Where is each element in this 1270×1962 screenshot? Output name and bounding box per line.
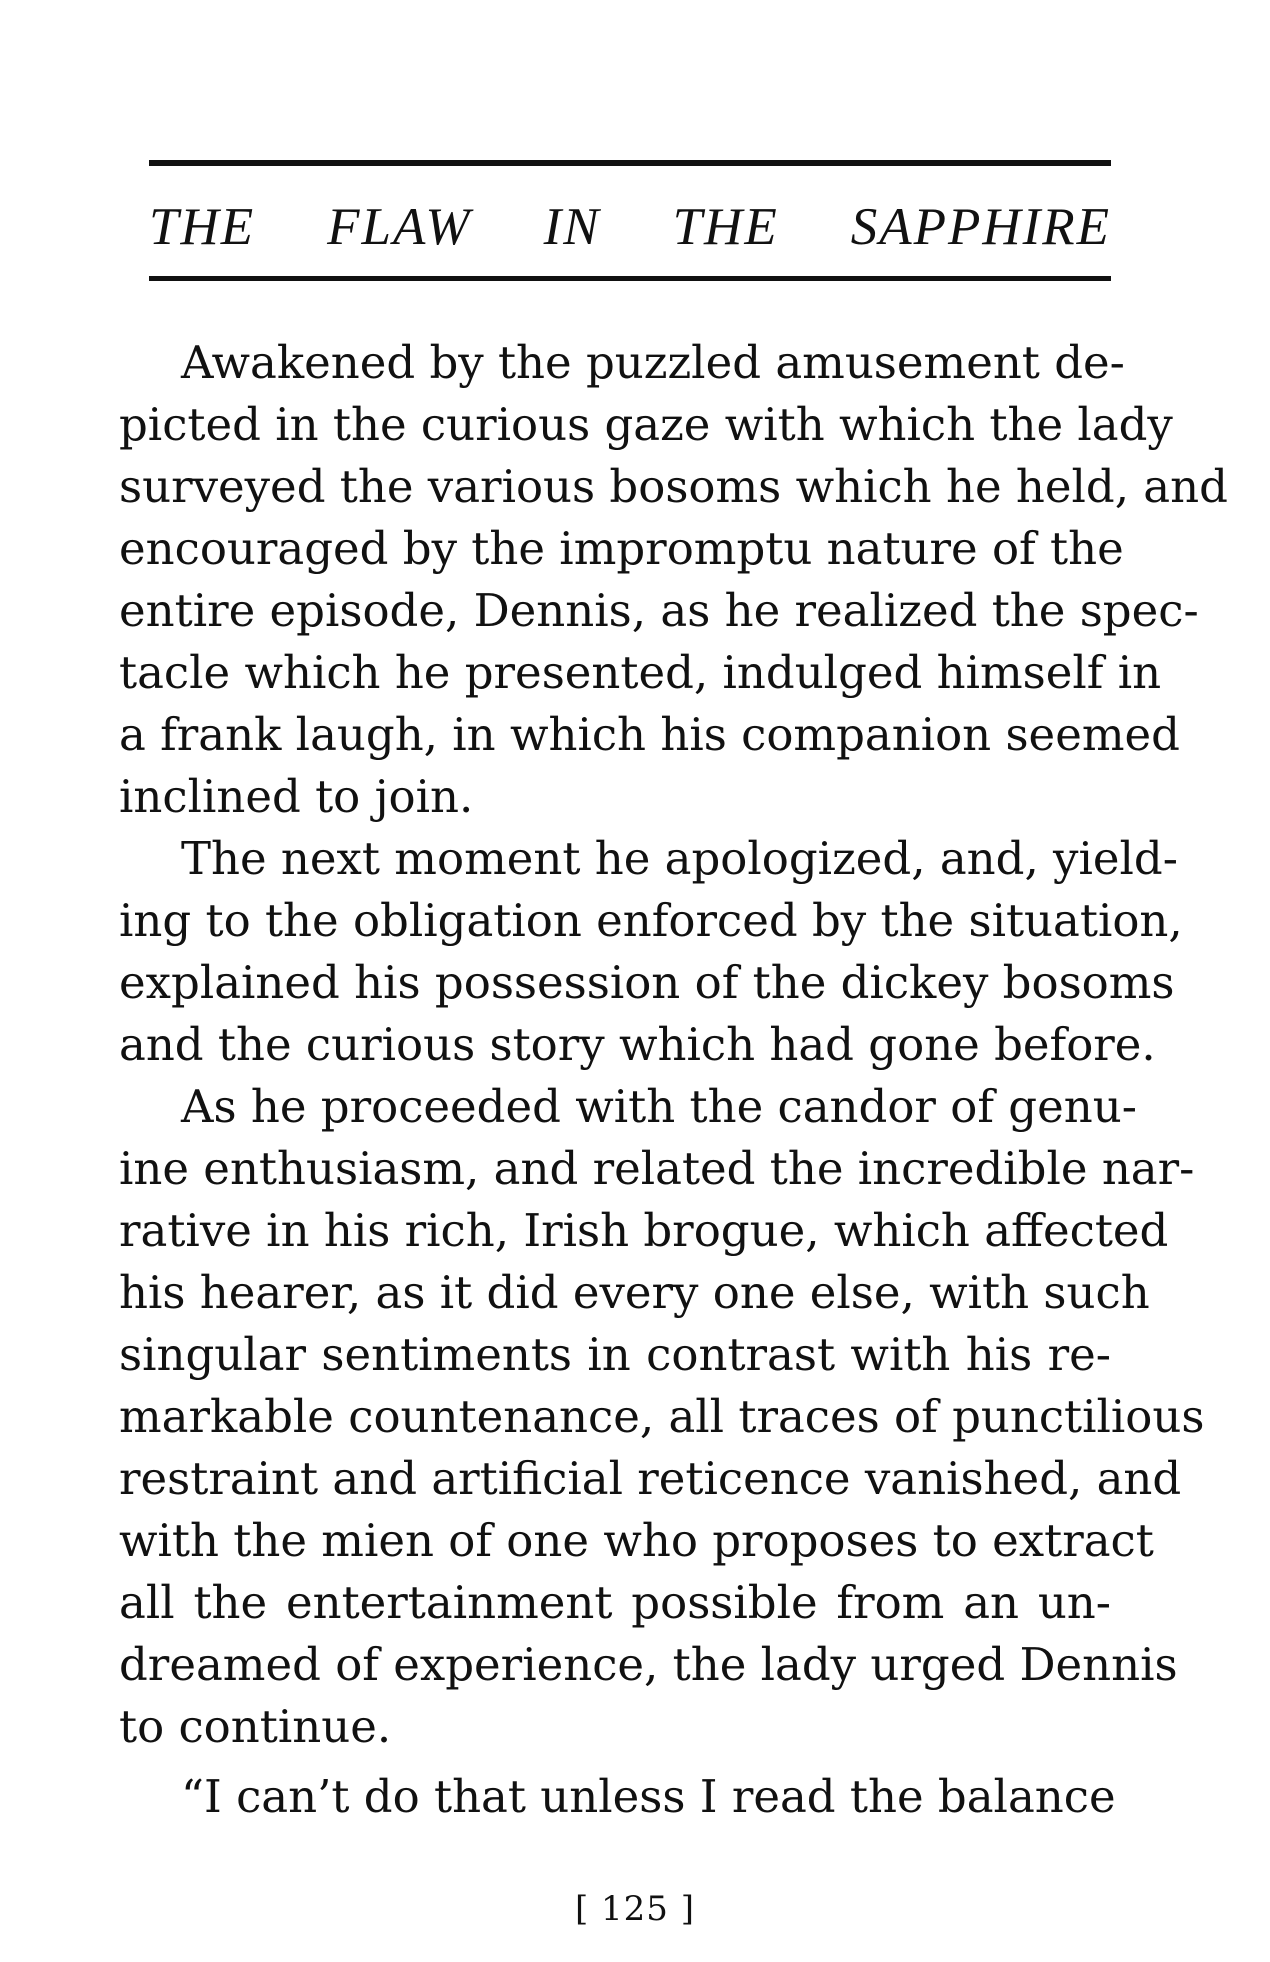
text-line: “I can’t do that unless I read the balance xyxy=(181,1770,1116,1823)
text-line: ing to the obligation enforced by the situation, xyxy=(119,894,1183,947)
paragraph xyxy=(119,1766,1116,1828)
text-line: a frank laugh, in which his companion seemed xyxy=(119,708,1180,761)
text-line: picted in the curious gaze with which the lady xyxy=(119,398,1173,451)
header-rule-bottom xyxy=(149,276,1111,281)
running-head-word: SAPPHIRE xyxy=(850,198,1111,256)
text-line: The next moment he apologized, and, yield- xyxy=(181,832,1178,885)
text-line: singular sentiments in contrast with his re- xyxy=(119,1328,1111,1381)
text-line: his hearer, as it did every one else, with such xyxy=(119,1266,1150,1319)
running-head-word: THE xyxy=(672,198,779,256)
text-line: with the mien of one who proposes to extract xyxy=(119,1514,1154,1567)
running-head xyxy=(149,192,1111,262)
text-line: to continue. xyxy=(119,1700,392,1753)
text-line: explained his possession of the dickey bosoms xyxy=(119,956,1175,1009)
text-line: rative in his rich, Irish brogue, which affected xyxy=(119,1204,1169,1257)
text-line: ine enthusiasm, and related the incredible nar- xyxy=(119,1142,1195,1195)
text-line: dreamed of experience, the lady urged Dennis xyxy=(119,1638,1178,1691)
text-line: entire episode, Dennis, as he realized the spec- xyxy=(119,584,1199,637)
text-line: Awakened by the puzzled amusement de- xyxy=(181,336,1125,389)
text-line: encouraged by the impromptu nature of the xyxy=(119,522,1124,575)
text-line: and the curious story which had gone before. xyxy=(119,1018,1156,1071)
text-line: As he proceeded with the candor of genu- xyxy=(181,1080,1137,1133)
paragraph xyxy=(119,332,1228,828)
text-line: markable countenance, all traces of punctilious xyxy=(119,1390,1205,1443)
running-head-word: FLAW xyxy=(327,198,472,256)
running-head-word: IN xyxy=(543,198,601,256)
header-rule-top xyxy=(149,160,1111,166)
page-number: [ 125 ] xyxy=(574,1889,696,1929)
text-line: inclined to join. xyxy=(119,770,474,823)
body-text xyxy=(119,332,1228,1828)
running-head-word: THE xyxy=(149,198,256,256)
text-line: tacle which he presented, indulged himself in xyxy=(119,646,1162,699)
text-line: all the entertainment possible from an un- xyxy=(119,1576,1111,1629)
paragraph xyxy=(119,1076,1205,1758)
paragraph xyxy=(119,828,1183,1076)
text-line: surveyed the various bosoms which he held, and xyxy=(119,460,1228,513)
text-line: restraint and artificial reticence vanished, and xyxy=(119,1452,1182,1505)
